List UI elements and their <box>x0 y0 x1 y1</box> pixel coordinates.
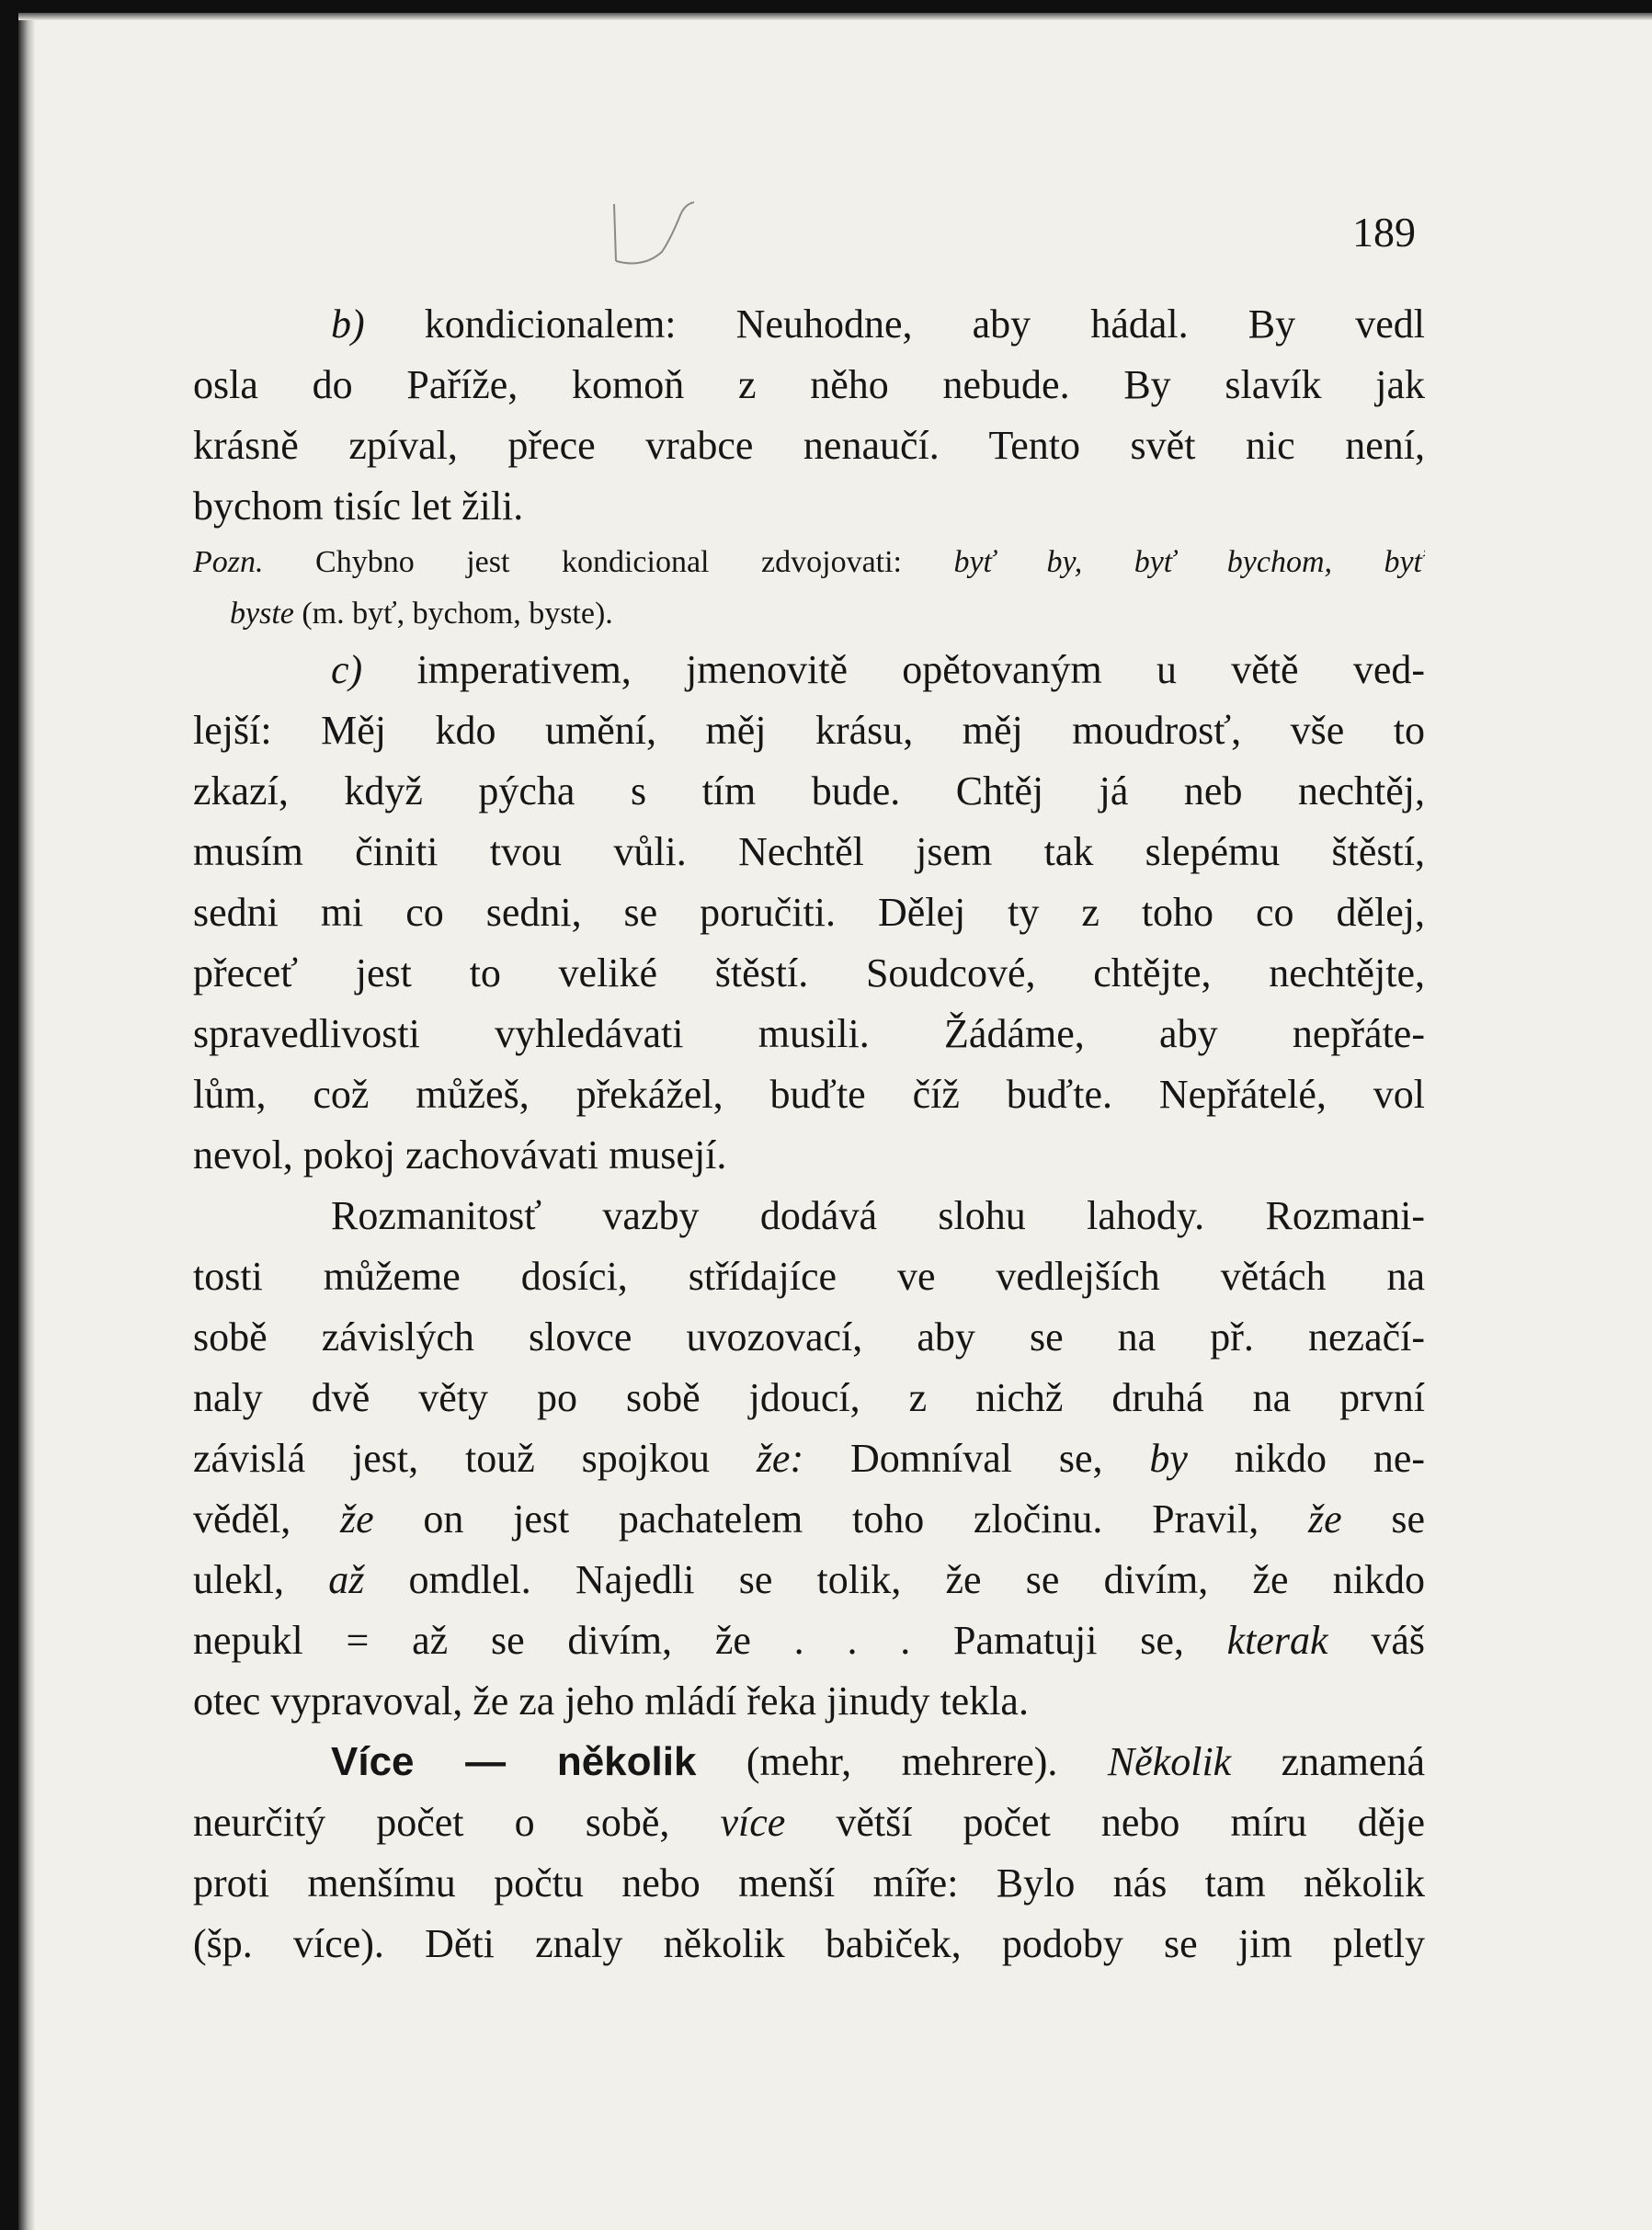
text-line: bychom tisíc let žili. <box>193 484 524 529</box>
section-heading: Více — několik <box>331 1739 697 1784</box>
text-line: přeceť jest to veliké štěstí. Soudcové, chtějte, nechtějte, <box>193 950 1425 996</box>
text-line: nepukl = až se divím, že . . . Pamatuji se, kterak váš <box>193 1618 1425 1663</box>
main-text <box>193 294 1425 1974</box>
note-line: Pozn. Chybno jest kondicional zdvojovati: byť by, byť bychom, byť <box>193 545 1425 579</box>
text-line: musím činiti tvou vůli. Nechtěl jsem tak slepému štěstí, <box>193 829 1425 874</box>
text-line: c) imperativem, jmenovitě opětovaným u větě ved- <box>331 647 1425 692</box>
text-line: Více — několik (mehr, mehrere). Několik znamená <box>331 1739 1425 1784</box>
list-marker: c) <box>331 647 363 692</box>
text-line: sobě závislých slovce uvozovací, aby se na př. nezačí- <box>193 1314 1425 1360</box>
text-line: proti menšímu počtu nebo menší míře: Bylo nás tam několik <box>193 1860 1425 1906</box>
text-line: neurčitý počet o sobě, více větší počet nebo míru děje <box>193 1800 1425 1845</box>
text-line: nevol, pokoj zachovávati musejí. <box>193 1132 727 1178</box>
text-line: spravedlivosti vyhledávati musili. Žádáme, aby nepřáte- <box>193 1011 1425 1056</box>
page-number: 189 <box>1352 209 1416 256</box>
note-line: byste (m. byť, bychom, byste). <box>230 597 613 631</box>
list-marker: b) <box>331 302 365 347</box>
note-label: Pozn. <box>193 545 264 579</box>
text-line: lům, což můžeš, překážel, buďte číž buďte. Nepřátelé, vol <box>193 1072 1425 1117</box>
text-line: věděl, že on jest pachatelem toho zločinu. Pravil, že se <box>193 1496 1425 1542</box>
text-line: ulekl, až omdlel. Najedli se tolik, že se divím, že nikdo <box>193 1557 1425 1602</box>
text-line: lejší: Měj kdo umění, měj krásu, měj moudrosť, vše to <box>193 708 1425 753</box>
text-line: tosti můžeme dosíci, střídajíce ve vedlejších větách na <box>193 1254 1425 1299</box>
text-line: Rozmanitosť vazby dodává slohu lahody. Rozmani- <box>331 1193 1425 1238</box>
page-edge-shadow <box>18 13 35 2230</box>
text-line: (šp. více). Děti znaly několik babiček, podoby se jim pletly <box>193 1921 1425 1966</box>
text-line: naly dvě věty po sobě jdoucí, z nichž druhá na první <box>193 1375 1425 1420</box>
text-line: osla do Paříže, komoň z něho nebude. By slavík jak <box>193 362 1425 407</box>
text-line: otec vypravoval, že za jeho mládí řeka jinudy tekla. <box>193 1678 1029 1724</box>
text-line: krásně zpíval, přece vrabce nenaučí. Tento svět nic není, <box>193 423 1425 468</box>
text-line: sedni mi co sedni, se poručiti. Dělej ty z toho co dělej, <box>193 890 1425 935</box>
text-line: b) kondicionalem: Neuhodne, aby hádal. By vedl <box>331 302 1425 347</box>
page-top-shadow <box>18 13 1652 20</box>
text-line: závislá jest, touž spojkou že: Domníval se, by nikdo ne- <box>193 1436 1425 1481</box>
pencil-mark-image <box>607 197 708 279</box>
book-page <box>18 13 1652 2230</box>
text-line: zkazí, když pýcha s tím bude. Chtěj já neb nechtěj, <box>193 768 1425 813</box>
